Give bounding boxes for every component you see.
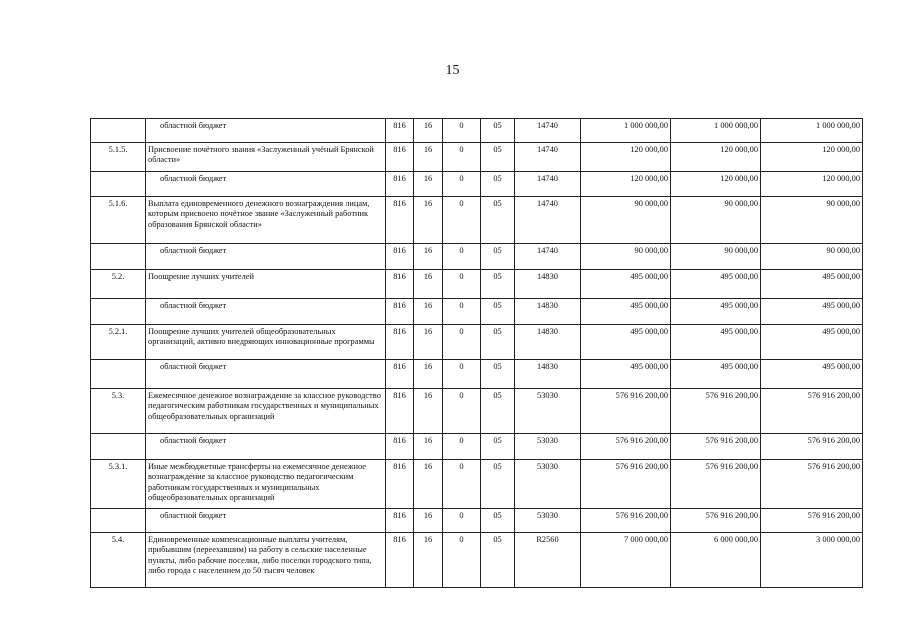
grbs-code: 816 [386,299,414,325]
grbs-code: 816 [386,270,414,299]
row-number [91,119,146,143]
grbs-code: 816 [386,434,414,460]
subsection-code: 0 [443,533,481,588]
grbs-code: 816 [386,389,414,434]
row-number: 5.1.5. [91,143,146,172]
program-code: 05 [481,460,515,509]
amount-year-2: 120 000,00 [671,172,761,197]
grbs-code: 816 [386,325,414,360]
grbs-code: 816 [386,197,414,244]
amount-year-3: 576 916 200,00 [761,434,863,460]
amount-year-1: 90 000,00 [581,197,671,244]
grbs-code: 816 [386,460,414,509]
amount-year-2: 576 916 200,00 [671,509,761,533]
target-article-code: 14740 [515,244,581,270]
program-code: 05 [481,434,515,460]
amount-year-1: 495 000,00 [581,270,671,299]
row-description: областной бюджет [146,244,386,270]
program-code: 05 [481,119,515,143]
amount-year-1: 120 000,00 [581,143,671,172]
target-article-code: 14740 [515,143,581,172]
row-description: областной бюджет [146,299,386,325]
page-number: 15 [445,63,460,78]
table-row [91,389,863,434]
amount-year-3: 495 000,00 [761,299,863,325]
subsection-code: 0 [443,270,481,299]
table-row [91,270,863,299]
amount-year-3: 576 916 200,00 [761,460,863,509]
section-code: 16 [414,389,443,434]
subsection-code: 0 [443,299,481,325]
section-code: 16 [414,360,443,389]
subsection-code: 0 [443,244,481,270]
amount-year-3: 120 000,00 [761,143,863,172]
table-row [91,244,863,270]
amount-year-2: 120 000,00 [671,143,761,172]
row-description: Поощрение лучших учителей [146,270,386,299]
table-row [91,434,863,460]
row-number: 5.3.1. [91,460,146,509]
amount-year-3: 90 000,00 [761,244,863,270]
amount-year-1: 576 916 200,00 [581,460,671,509]
subsection-code: 0 [443,119,481,143]
target-article-code: R2560 [515,533,581,588]
program-code: 05 [481,172,515,197]
amount-year-2: 495 000,00 [671,360,761,389]
row-number [91,244,146,270]
amount-year-3: 90 000,00 [761,197,863,244]
target-article-code: 53030 [515,434,581,460]
program-code: 05 [481,197,515,244]
amount-year-2: 576 916 200,00 [671,434,761,460]
program-code: 05 [481,533,515,588]
row-description: Присвоение почётного звания «Заслуженный учёный Брянской области» [146,143,386,172]
section-code: 16 [414,533,443,588]
table-row [91,119,863,143]
grbs-code: 816 [386,533,414,588]
amount-year-1: 495 000,00 [581,360,671,389]
amount-year-2: 495 000,00 [671,270,761,299]
amount-year-2: 495 000,00 [671,325,761,360]
program-code: 05 [481,360,515,389]
target-article-code: 53030 [515,509,581,533]
amount-year-3: 495 000,00 [761,325,863,360]
amount-year-1: 576 916 200,00 [581,434,671,460]
section-code: 16 [414,434,443,460]
section-code: 16 [414,270,443,299]
amount-year-1: 576 916 200,00 [581,389,671,434]
target-article-code: 53030 [515,389,581,434]
row-description: Выплата единовременного денежного вознаграждения лицам, которым присвоено почётное звание «Заслуженный работник образования Брянской области» [146,197,386,244]
row-number [91,434,146,460]
program-code: 05 [481,244,515,270]
row-description: Единовременные компенсационные выплаты учителям, прибывшим (переехавшим) на работу в сельские населенные пункты, либо рабочие поселки, либо поселки городского типа, либо города с населением до 50 тысяч человек [146,533,386,588]
table-row [91,325,863,360]
amount-year-2: 90 000,00 [671,197,761,244]
target-article-code: 14740 [515,119,581,143]
subsection-code: 0 [443,143,481,172]
row-number [91,360,146,389]
amount-year-3: 1 000 000,00 [761,119,863,143]
amount-year-3: 576 916 200,00 [761,509,863,533]
amount-year-1: 1 000 000,00 [581,119,671,143]
budget-table [90,118,863,588]
subsection-code: 0 [443,197,481,244]
row-number [91,172,146,197]
grbs-code: 816 [386,119,414,143]
table-row [91,460,863,509]
amount-year-1: 90 000,00 [581,244,671,270]
section-code: 16 [414,197,443,244]
program-code: 05 [481,509,515,533]
section-code: 16 [414,172,443,197]
grbs-code: 816 [386,509,414,533]
row-number: 5.2.1. [91,325,146,360]
row-description: областной бюджет [146,119,386,143]
amount-year-2: 90 000,00 [671,244,761,270]
target-article-code: 14740 [515,197,581,244]
row-number: 5.2. [91,270,146,299]
amount-year-1: 495 000,00 [581,299,671,325]
amount-year-1: 576 916 200,00 [581,509,671,533]
target-article-code: 14830 [515,299,581,325]
section-code: 16 [414,325,443,360]
amount-year-3: 3 000 000,00 [761,533,863,588]
row-description: областной бюджет [146,172,386,197]
subsection-code: 0 [443,360,481,389]
target-article-code: 14830 [515,270,581,299]
table-row [91,299,863,325]
section-code: 16 [414,460,443,509]
row-description: Иные межбюджетные трансферты на ежемесячное денежное вознаграждение за классное руководство педагогическим работникам государственных и муниципальных общеобразовательных организаций [146,460,386,509]
target-article-code: 14740 [515,172,581,197]
program-code: 05 [481,143,515,172]
target-article-code: 14830 [515,325,581,360]
row-description: областной бюджет [146,509,386,533]
amount-year-2: 1 000 000,00 [671,119,761,143]
table-row [91,172,863,197]
amount-year-1: 495 000,00 [581,325,671,360]
row-number: 5.4. [91,533,146,588]
grbs-code: 816 [386,143,414,172]
subsection-code: 0 [443,460,481,509]
amount-year-1: 7 000 000,00 [581,533,671,588]
section-code: 16 [414,299,443,325]
section-code: 16 [414,119,443,143]
program-code: 05 [481,299,515,325]
row-number: 5.3. [91,389,146,434]
amount-year-2: 576 916 200,00 [671,389,761,434]
grbs-code: 816 [386,244,414,270]
row-description: областной бюджет [146,434,386,460]
amount-year-1: 120 000,00 [581,172,671,197]
row-number [91,509,146,533]
table-row [91,360,863,389]
section-code: 16 [414,143,443,172]
row-description: Ежемесячное денежное вознаграждение за классное руководство педагогическим работникам государственных и муниципальных общеобразовательных организаций [146,389,386,434]
table-row [91,533,863,588]
subsection-code: 0 [443,389,481,434]
amount-year-3: 495 000,00 [761,360,863,389]
table-row [91,509,863,533]
amount-year-3: 120 000,00 [761,172,863,197]
subsection-code: 0 [443,172,481,197]
subsection-code: 0 [443,325,481,360]
amount-year-3: 495 000,00 [761,270,863,299]
amount-year-3: 576 916 200,00 [761,389,863,434]
target-article-code: 53030 [515,460,581,509]
amount-year-2: 576 916 200,00 [671,460,761,509]
table-row [91,143,863,172]
section-code: 16 [414,509,443,533]
table-row [91,197,863,244]
row-description: Поощрение лучших учителей общеобразовательных организаций, активно внедряющих инновационные программы [146,325,386,360]
section-code: 16 [414,244,443,270]
amount-year-2: 6 000 000,00 [671,533,761,588]
subsection-code: 0 [443,434,481,460]
grbs-code: 816 [386,172,414,197]
row-number: 5.1.6. [91,197,146,244]
row-number [91,299,146,325]
grbs-code: 816 [386,360,414,389]
subsection-code: 0 [443,509,481,533]
row-description: областной бюджет [146,360,386,389]
program-code: 05 [481,270,515,299]
program-code: 05 [481,389,515,434]
target-article-code: 14830 [515,360,581,389]
amount-year-2: 495 000,00 [671,299,761,325]
program-code: 05 [481,325,515,360]
